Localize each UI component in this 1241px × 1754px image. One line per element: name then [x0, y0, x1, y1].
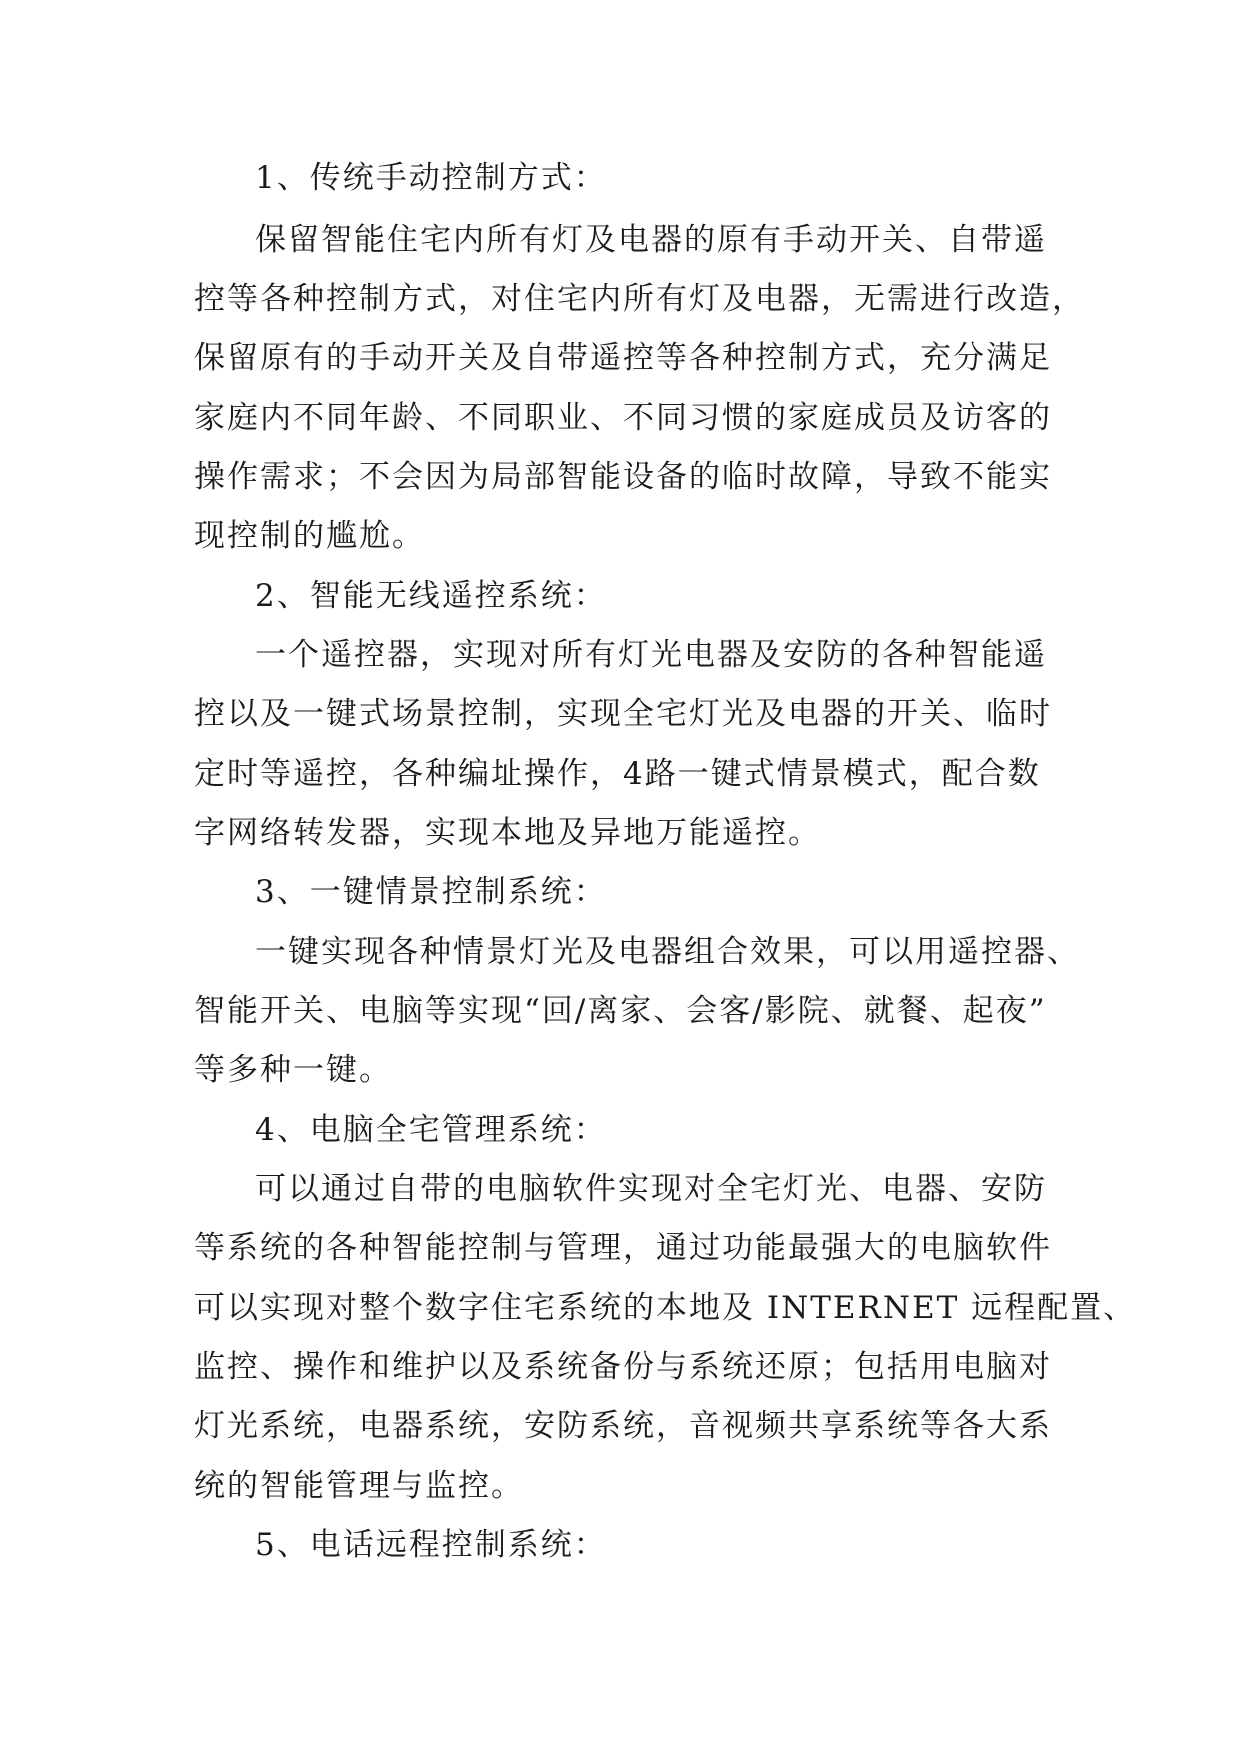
paragraph-line: 统的智能管理与监控。: [194, 1468, 524, 1504]
paragraph-line: 等系统的各种智能控制与管理，通过功能最强大的电脑软件: [194, 1230, 1052, 1266]
paragraph-line: 可以通过自带的电脑软件实现对全宅灯光、电器、安防: [255, 1171, 1047, 1207]
paragraph-line: 家庭内不同年龄、不同职业、不同习惯的家庭成员及访客的: [194, 400, 1052, 436]
paragraph-line: 控以及一键式场景控制，实现全宅灯光及电器的开关、临时: [194, 696, 1052, 732]
paragraph-line: 等多种一键。: [194, 1052, 392, 1088]
section-heading-2: 2、智能无线遥控系统：: [255, 578, 607, 614]
paragraph-line: 监控、操作和维护以及系统备份与系统还原；包括用电脑对: [194, 1349, 1052, 1385]
paragraph-line: 字网络转发器，实现本地及异地万能遥控。: [194, 815, 821, 851]
section-heading-1: 1、传统手动控制方式：: [255, 160, 607, 196]
paragraph-line: 保留智能住宅内所有灯及电器的原有手动开关、自带遥: [255, 222, 1047, 258]
section-heading-5: 5、电话远程控制系统：: [255, 1527, 607, 1563]
paragraph-line: 控等各种控制方式，对住宅内所有灯及电器，无需进行改造，: [194, 281, 1085, 317]
paragraph-line: 操作需求；不会因为局部智能设备的临时故障，导致不能实: [194, 459, 1052, 495]
paragraph-line: 现控制的尴尬。: [194, 518, 425, 554]
paragraph-line: 一键实现各种情景灯光及电器组合效果，可以用遥控器、: [255, 934, 1080, 970]
paragraph-line: 灯光系统，电器系统，安防系统，音视频共享系统等各大系: [194, 1408, 1052, 1444]
paragraph-line: 可以实现对整个数字住宅系统的本地及 INTERNET 远程配置、: [194, 1290, 1137, 1326]
section-heading-4: 4、电脑全宅管理系统：: [255, 1112, 607, 1148]
paragraph-line: 智能开关、电脑等实现“回/离家、会客/影院、就餐、起夜”: [194, 993, 1047, 1029]
paragraph-line: 一个遥控器，实现对所有灯光电器及安防的各种智能遥: [255, 637, 1047, 673]
paragraph-line: 保留原有的手动开关及自带遥控等各种控制方式，充分满足: [194, 340, 1052, 376]
paragraph-line: 定时等遥控，各种编址操作，4路一键式情景模式，配合数: [194, 756, 1041, 792]
section-heading-3: 3、一键情景控制系统：: [255, 874, 607, 910]
